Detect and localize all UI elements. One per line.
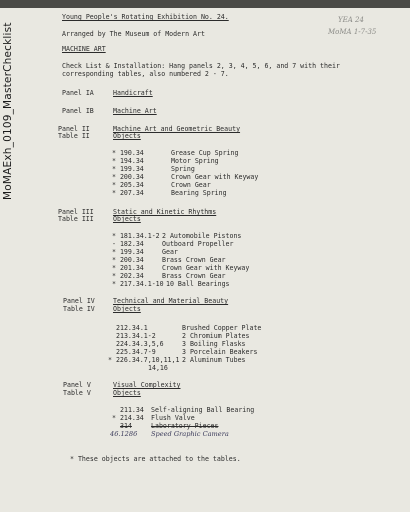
table-cell: Brushed Copper Plate <box>182 324 262 332</box>
panel-iv-subheading: Objects <box>113 305 141 313</box>
panel-ib-title: Machine Art <box>113 107 157 115</box>
table-cell: Brass Crown Gear <box>162 256 226 264</box>
check-list-line-2: corresponding tables, also numbered 2 - 7. <box>62 70 229 78</box>
table-cell: Bearing Spring <box>171 189 227 197</box>
table-row: * 194.34 <box>112 157 144 165</box>
panel-iii-id: Panel III <box>58 208 94 216</box>
panel-ii-title: Machine Art and Geometric Beauty <box>113 125 241 133</box>
table-row: 213.34.1-2 <box>116 332 156 340</box>
panel-ib-id: Panel IB <box>62 107 94 115</box>
table-row: * 217.34.1-10 <box>112 280 164 288</box>
table-cell: 2 Aluminum Tubes <box>182 356 246 364</box>
panel-v-id: Panel V <box>63 381 91 389</box>
panel-ii-id: Panel II <box>58 125 90 133</box>
table-cell: Crown Gear <box>171 181 211 189</box>
panel-ia-id: Panel IA <box>62 89 94 97</box>
table-cell: 10 Ball Bearings <box>166 280 230 288</box>
table-cell: Outboard Propeller <box>162 240 234 248</box>
handwritten-note-2: MoMA 1-7-35 <box>328 28 377 36</box>
table-ii-id: Table II <box>58 132 90 140</box>
table-v-id: Table V <box>63 389 91 397</box>
panel-iv-title: Technical and Material Beauty <box>113 297 229 305</box>
handwritten-note-1: YEA 24 <box>338 16 364 24</box>
document-title: Young People's Rotating Exhibition No. 24. <box>62 13 229 21</box>
table-cell: Crown Gear with Keyway <box>162 264 250 272</box>
table-iii-id: Table III <box>58 215 94 223</box>
table-cell: Flush Valve <box>151 414 195 422</box>
table-row: 211.34 <box>120 406 144 414</box>
table-row: 224.34.3,5,6 <box>116 340 164 348</box>
scan-edge <box>0 0 410 8</box>
table-row: * 200.34 <box>112 256 144 264</box>
table-iv-id: Table IV <box>63 305 95 313</box>
panel-iii-title: Static and Kinetic Rhythms <box>113 208 217 216</box>
section-heading: MACHINE ART <box>62 45 106 53</box>
panel-ia-title: Handicraft <box>113 89 153 97</box>
panel-iii-subheading: Objects <box>113 215 141 223</box>
table-cell: Gear <box>162 248 178 256</box>
handwritten-cell: Speed Graphic Camera <box>151 430 229 438</box>
table-row: 225.34.7-9 <box>116 348 156 356</box>
table-row: * 181.34.1-2 <box>112 232 160 240</box>
table-cell: Motor Spring <box>171 157 219 165</box>
panel-iv-id: Panel IV <box>63 297 95 305</box>
handwritten-row: 46.1286 <box>110 430 138 438</box>
arranged-by: Arranged by The Museum of Modern Art <box>62 30 205 38</box>
table-cell: Crown Gear with Keyway <box>171 173 259 181</box>
table-row: * 226.34.7,10,11,1 <box>108 356 180 364</box>
side-label: MoMAExh_0109_MasterChecklist <box>2 22 14 200</box>
table-row: * 201.34 <box>112 264 144 272</box>
table-row: * 202.34 <box>112 272 144 280</box>
table-cell: 2 Chromium Plates <box>182 332 250 340</box>
panel-v-title: Visual Complexity <box>113 381 181 389</box>
table-row: 212.34.1 <box>116 324 148 332</box>
panel-ii-subheading: Objects <box>113 132 141 140</box>
table-row: * 207.34 <box>112 189 144 197</box>
table-row: * 205.34 <box>112 181 144 189</box>
footnote: * These objects are attached to the tables. <box>70 455 241 463</box>
table-cell: 3 Porcelain Beakers <box>182 348 258 356</box>
check-list-line-1: Check List & Installation: Hang panels 2, 3, 4, 5, 6, and 7 with their <box>62 62 340 70</box>
table-cell: 2 Automobile Pistons <box>162 232 242 240</box>
table-row: * 200.34 <box>112 173 144 181</box>
table-row-struck: 314 <box>120 422 132 430</box>
panel-v-subheading: Objects <box>113 389 141 397</box>
table-cell: Self-aligning Ball Bearing <box>151 406 255 414</box>
table-row: - 182.34 <box>112 240 144 248</box>
table-row: 14,16 <box>148 364 168 372</box>
table-row: * 214.34 <box>112 414 144 422</box>
table-cell-struck: Laboratory Pieces <box>151 422 219 430</box>
table-row: * 199.34 <box>112 165 144 173</box>
table-cell: Brass Crown Gear <box>162 272 226 280</box>
table-row: * 199.34 <box>112 248 144 256</box>
table-row: * 190.34 <box>112 149 144 157</box>
table-cell: Grease Cup Spring <box>171 149 239 157</box>
table-cell: Spring <box>171 165 195 173</box>
table-cell: 3 Boiling Flasks <box>182 340 246 348</box>
